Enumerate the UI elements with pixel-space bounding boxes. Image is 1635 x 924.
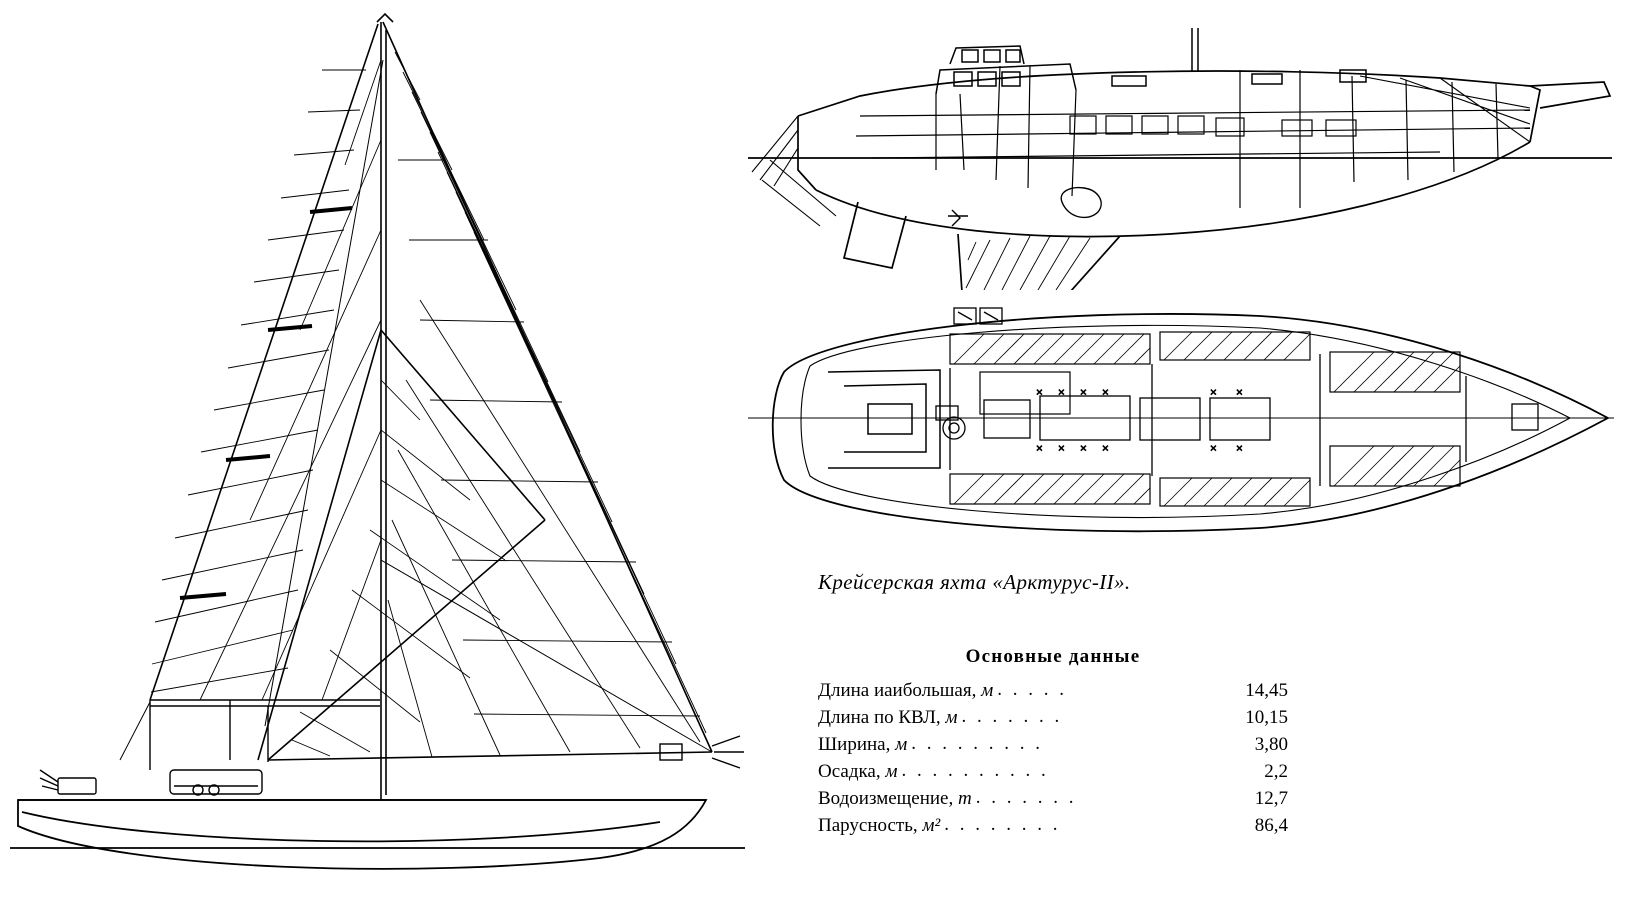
hull-profile-drawing [740, 20, 1620, 290]
specifications-block [818, 646, 1288, 840]
spec-value: 3,80 [1254, 733, 1288, 755]
specs-title: Основные данные [965, 646, 1141, 667]
svg-text:×: × [1210, 385, 1217, 399]
spec-value: 10,15 [1245, 706, 1288, 728]
spec-label: Осадка, м [818, 760, 898, 782]
svg-text:×: × [1058, 441, 1065, 455]
spec-dots: . . . . . [997, 679, 1067, 700]
spec-label: Водоизмещение, т [818, 787, 972, 809]
spec-row [818, 786, 1288, 813]
spec-label: Ширина, м [818, 733, 908, 755]
spec-row [818, 813, 1288, 840]
spec-dots: . . . . . . . [975, 786, 1077, 808]
spec-row [818, 732, 1288, 759]
spec-label: Длина по КВЛ, м [818, 706, 958, 728]
spec-value: 86,4 [1254, 814, 1288, 836]
spec-dots: . . . . . . . . [944, 813, 1061, 835]
svg-text:×: × [1102, 441, 1109, 455]
svg-text:×: × [1036, 441, 1043, 455]
sail-plan-drawing [0, 0, 770, 880]
svg-text:×: × [1058, 385, 1065, 399]
spec-value: 14,45 [1245, 680, 1288, 701]
svg-text:×: × [1080, 441, 1087, 455]
spec-label: Длина иаибольшая, м [818, 680, 994, 701]
spec-row [818, 759, 1288, 786]
svg-text:×: × [1102, 385, 1109, 399]
spec-value: 12,7 [1254, 787, 1288, 809]
spec-dots: . . . . . . . . . [911, 732, 1043, 754]
figure-caption: Крейсерская яхта «Арктурус-II». [818, 570, 1131, 594]
deck-plan-drawing [740, 300, 1620, 550]
spec-label: Парусность, м² [818, 814, 941, 836]
spec-row [818, 705, 1288, 732]
svg-text:×: × [1236, 385, 1243, 399]
spec-value: 2,2 [1264, 760, 1288, 782]
svg-text:×: × [1036, 385, 1043, 399]
spec-dots: . . . . . . . [961, 705, 1063, 727]
svg-text:×: × [1236, 441, 1243, 455]
spec-dots: . . . . . . . . . . [901, 759, 1049, 781]
spec-row [818, 678, 1288, 705]
svg-text:×: × [1080, 385, 1087, 399]
svg-text:×: × [1210, 441, 1217, 455]
